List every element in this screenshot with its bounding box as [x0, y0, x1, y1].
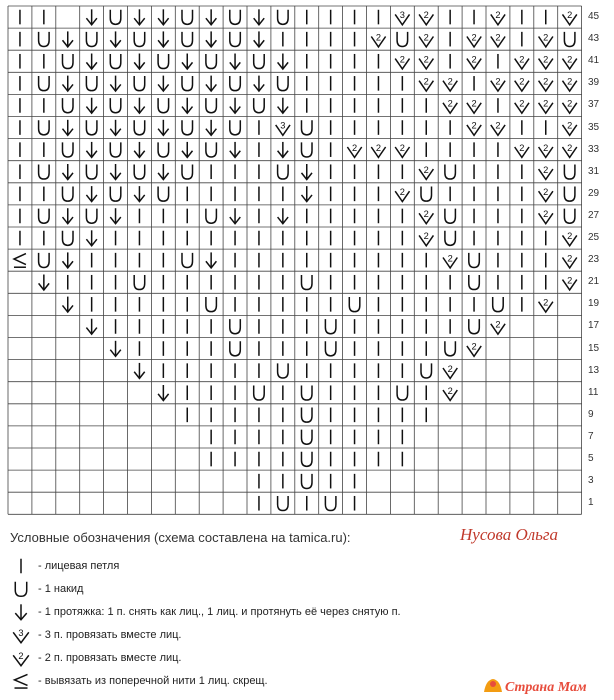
chart-cell: [134, 32, 145, 47]
legend-text: - 1 накид: [38, 583, 84, 595]
legend-text: - 2 п. провязать вместе лиц.: [38, 652, 182, 664]
svg-text:2: 2: [495, 10, 501, 21]
legend-item: [8, 624, 181, 646]
chart-cell: [467, 99, 481, 114]
row-number: 13: [588, 364, 600, 376]
chart-cell: [230, 120, 241, 135]
row-number: 7: [588, 430, 594, 442]
legend-item: [8, 647, 181, 669]
chart-cell: [419, 32, 433, 47]
legend-item: [8, 578, 83, 600]
svg-text:2: 2: [495, 32, 501, 43]
chart-cell: [134, 142, 145, 157]
svg-text:2: 2: [567, 10, 573, 21]
chart-cell: [491, 10, 505, 25]
chart-cell: [539, 187, 553, 202]
chart-cell: [419, 209, 433, 224]
chart-cell: [278, 98, 289, 113]
chart-cell: [395, 10, 409, 25]
chart-cell: [182, 253, 193, 268]
chart-cell: [347, 143, 361, 158]
svg-text:2: 2: [399, 186, 405, 197]
svg-text:2: 2: [423, 76, 429, 87]
chart-cell: [278, 10, 289, 25]
chart-cell: [469, 253, 480, 268]
chart-cell: [182, 76, 193, 91]
chart-cell: [278, 142, 289, 157]
chart-cell: [62, 164, 73, 179]
chart-cell: [110, 76, 121, 91]
row-number: 41: [588, 55, 600, 67]
chart-cell: [39, 209, 50, 224]
chart-cell: [134, 363, 145, 378]
svg-text:2: 2: [519, 142, 525, 153]
chart-cell: [158, 187, 169, 202]
chart-cell: [230, 10, 241, 25]
watermark-text: Страна Мам: [505, 680, 587, 695]
svg-text:2: 2: [543, 142, 549, 153]
chart-cell: [158, 164, 169, 179]
chart-cell: [564, 209, 575, 224]
chart-cell: [301, 408, 312, 423]
chart-cell: [206, 120, 217, 135]
chart-cell: [62, 54, 73, 69]
chart-cell: [86, 230, 97, 245]
svg-text:2: 2: [423, 164, 429, 175]
svg-text:2: 2: [543, 98, 549, 109]
chart-cell: [469, 319, 480, 334]
yarn-over-icon: [8, 578, 34, 600]
chart-cell: [182, 32, 193, 47]
chart-cell: [539, 143, 553, 158]
svg-text:2: 2: [423, 10, 429, 21]
chart-cell: [445, 231, 456, 246]
chart-cell: [562, 99, 576, 114]
chart-cell: [515, 76, 529, 91]
chart-cell: [564, 164, 575, 179]
chart-cell: [206, 252, 217, 267]
svg-text:2: 2: [471, 32, 477, 43]
chart-cell: [443, 386, 457, 401]
chart-cell: [539, 54, 553, 69]
chart-cell: [62, 120, 73, 135]
chart-cell: [206, 297, 217, 312]
chart-cell: [86, 32, 97, 47]
chart-cell: [254, 76, 265, 91]
chart-cell: [445, 164, 456, 179]
svg-text:2: 2: [447, 98, 453, 109]
chart-cell: [325, 341, 336, 356]
svg-text:2: 2: [519, 76, 525, 87]
legend-title: Условные обозначения (схема составлена на tamica.ru):: [10, 530, 351, 545]
row-number: 19: [588, 298, 600, 310]
chart-cell: [110, 98, 121, 113]
svg-text:2: 2: [399, 142, 405, 153]
watermark-logo-icon: [482, 676, 504, 694]
row-number: 39: [588, 77, 600, 89]
chart-cell: [39, 275, 50, 290]
chart-cell: [278, 363, 289, 378]
chart-cell: [349, 297, 360, 312]
legend-item: [8, 670, 268, 692]
svg-text:2: 2: [543, 54, 549, 65]
chart-cell: [278, 76, 289, 91]
chart-cell: [62, 231, 73, 246]
chart-cell: [134, 9, 145, 24]
svg-text:2: 2: [567, 231, 573, 242]
chart-cell: [419, 76, 433, 91]
svg-text:3: 3: [280, 120, 286, 131]
chart-cell: [539, 32, 553, 47]
chart-cell: [39, 120, 50, 135]
chart-cell: [467, 342, 481, 357]
chart-cell: [158, 31, 169, 46]
chart-cell: [562, 253, 576, 268]
chart-cell: [158, 54, 169, 69]
chart-cell: [134, 54, 145, 69]
chart-cell: [110, 31, 121, 46]
chart-cell: [39, 164, 50, 179]
chart-cell: [110, 10, 121, 25]
svg-text:2: 2: [567, 142, 573, 153]
chart-cell: [182, 164, 193, 179]
chart-cell: [278, 164, 289, 179]
svg-text:2: 2: [543, 76, 549, 87]
chart-cell: [254, 9, 265, 24]
chart-cell: [467, 54, 481, 69]
svg-text:2: 2: [399, 54, 405, 65]
chart-cell: [158, 120, 169, 135]
chart-cell: [254, 385, 265, 400]
chart-cell: [254, 98, 265, 113]
chart-cell: [86, 54, 97, 69]
chart-cell: [301, 452, 312, 467]
chart-cell: [206, 76, 217, 91]
row-number: 43: [588, 33, 600, 45]
chart-cell: [134, 164, 145, 179]
chart-cell: [206, 98, 217, 113]
row-number: 45: [588, 11, 600, 23]
chart-cell: [562, 76, 576, 91]
chart-cell: [562, 121, 576, 136]
svg-text:2: 2: [567, 98, 573, 109]
svg-text:2: 2: [543, 186, 549, 197]
chart-cell: [86, 186, 97, 201]
chart-cell: [491, 76, 505, 91]
chart-cell: [562, 54, 576, 69]
chart-cell: [301, 474, 312, 489]
chart-cell: [443, 99, 457, 114]
chart-cell: [443, 76, 457, 91]
chart-cell: [110, 164, 121, 179]
chart-cell: [158, 76, 169, 91]
chart-cell: [371, 32, 385, 47]
chart-cell: [62, 98, 73, 113]
svg-text:2: 2: [351, 142, 358, 153]
svg-text:2: 2: [447, 363, 453, 374]
svg-text:2: 2: [543, 32, 549, 43]
chart-cell: [539, 165, 553, 180]
chart-cell: [278, 208, 289, 223]
chart-cell: [419, 10, 433, 25]
svg-text:2: 2: [567, 120, 573, 131]
svg-text:2: 2: [567, 76, 573, 87]
chart-cell: [564, 187, 575, 202]
chart-cell: [206, 31, 217, 46]
chart-cell: [467, 32, 481, 47]
row-number: 15: [588, 342, 600, 354]
chart-cell: [39, 253, 50, 268]
chart-cell: [397, 385, 408, 400]
chart-cell: [62, 76, 73, 91]
chart-cell: [230, 76, 241, 91]
row-number: 25: [588, 232, 600, 244]
svg-text:2: 2: [375, 142, 382, 153]
row-number: 17: [588, 320, 600, 332]
chart-cell: [469, 275, 480, 290]
chart-cell: [539, 99, 553, 114]
chart-cell: [86, 9, 97, 24]
chart-cell: [301, 142, 312, 157]
chart-cell: [539, 76, 553, 91]
chart-cell: [419, 231, 433, 246]
row-number: 11: [588, 386, 599, 398]
svg-text:2: 2: [495, 76, 501, 87]
chart-cell: [254, 31, 265, 46]
chart-cell: [62, 142, 73, 157]
pull-through-icon: [8, 601, 34, 623]
chart-cell: [110, 120, 121, 135]
chart-cell: [445, 341, 456, 356]
chart-cell: [301, 120, 312, 135]
chart-cell: [301, 385, 312, 400]
svg-text:2: 2: [471, 341, 477, 352]
chart-cell: [371, 143, 385, 158]
svg-text:2: 2: [447, 76, 453, 87]
chart-cell: [325, 496, 336, 511]
chart-cell: [110, 54, 121, 69]
svg-text:2: 2: [447, 253, 453, 264]
chart-cell: [395, 143, 409, 158]
chart-cell: [230, 32, 241, 47]
svg-text:2: 2: [375, 32, 382, 43]
chart-cell: [110, 187, 121, 202]
chart-cell: [491, 320, 505, 335]
chart-cell: [182, 54, 193, 69]
row-number: 29: [588, 187, 600, 199]
svg-text:2: 2: [567, 275, 573, 286]
svg-text:2: 2: [447, 385, 453, 396]
svg-text:2: 2: [567, 253, 573, 264]
chart-cell: [86, 98, 97, 113]
svg-text:2: 2: [567, 54, 573, 65]
svg-text:2: 2: [18, 651, 24, 662]
chart-cell: [421, 363, 432, 378]
chart-cell: [158, 385, 169, 400]
chart-cell: [182, 120, 193, 135]
legend-text: - 1 протяжка: 1 п. снять как лиц., 1 лиц. и протянуть её через снятую п.: [38, 606, 401, 618]
svg-text:2: 2: [471, 54, 477, 65]
row-number: 3: [588, 475, 594, 487]
chart-cell: [419, 165, 433, 180]
svg-text:2: 2: [423, 231, 429, 242]
svg-text:2: 2: [423, 32, 429, 43]
chart-cell: [230, 208, 241, 223]
chart-cell: [62, 297, 73, 312]
chart-cell: [62, 31, 73, 46]
chart-cell: [254, 54, 265, 69]
chart-cell: [278, 496, 289, 511]
chart-cell: [134, 275, 145, 290]
chart-cell: [86, 209, 97, 224]
row-number: 23: [588, 254, 600, 266]
chart-cell: [134, 120, 145, 135]
chart-cell: [301, 275, 312, 290]
chart-cell: [445, 209, 456, 224]
chart-cell: [539, 209, 553, 224]
legend-item: [8, 601, 401, 623]
chart-cell: [562, 10, 576, 25]
chart-cell: [86, 76, 97, 91]
chart-cell: [158, 98, 169, 113]
svg-text:2: 2: [495, 120, 501, 131]
make-one-icon: [8, 670, 34, 692]
chart-cell: [562, 231, 576, 246]
row-number: 5: [588, 453, 594, 465]
chart-cell: [182, 10, 193, 25]
chart-cell: [443, 364, 457, 379]
chart-cell: [301, 164, 312, 179]
chart-cell: [301, 186, 312, 201]
author-signature: Нусова Ольга: [460, 525, 559, 544]
chart-cell: [562, 275, 576, 290]
legend-text: - 3 п. провязать вместе лиц.: [38, 629, 182, 641]
chart-cell: [14, 254, 26, 268]
chart-cell: [419, 54, 433, 69]
chart-cell: [397, 32, 408, 47]
svg-text:2: 2: [471, 98, 477, 109]
row-number: 1: [588, 497, 594, 509]
svg-text:2: 2: [543, 297, 549, 308]
knit-stitch-icon: [8, 555, 34, 577]
chart-cell: [515, 99, 529, 114]
chart-cell: [564, 32, 575, 47]
chart-cell: [134, 76, 145, 91]
chart-cell: [206, 9, 217, 24]
svg-text:2: 2: [423, 54, 429, 65]
legend-text: - лицевая петля: [38, 560, 120, 572]
chart-cell: [39, 32, 50, 47]
svg-text:2: 2: [471, 120, 477, 131]
chart-cell: [110, 208, 121, 223]
row-number: 31: [588, 165, 600, 177]
legend-text: - вывязать из поперечной нити 1 лиц. скрещ.: [38, 675, 268, 687]
chart-cell: [158, 142, 169, 157]
chart-cell: [325, 319, 336, 334]
chart-cell: [539, 297, 553, 312]
row-number: 35: [588, 121, 600, 133]
chart-cell: [493, 297, 504, 312]
k3tog-icon: [8, 624, 34, 646]
svg-text:2: 2: [519, 54, 525, 65]
chart-cell: [62, 252, 73, 267]
svg-text:2: 2: [495, 319, 501, 330]
chart-cell: [230, 142, 241, 157]
chart-cell: [110, 142, 121, 157]
chart-cell: [206, 142, 217, 157]
svg-text:2: 2: [423, 209, 429, 220]
chart-cell: [86, 164, 97, 179]
chart-cell: [230, 98, 241, 113]
chart-cell: [395, 54, 409, 69]
chart-cell: [62, 208, 73, 223]
chart-cell: [562, 143, 576, 158]
chart-cell: [158, 9, 169, 24]
svg-text:3: 3: [399, 10, 405, 21]
row-number: 21: [588, 276, 600, 288]
chart-cell: [134, 186, 145, 201]
chart-cell: [230, 341, 241, 356]
chart-cell: [62, 187, 73, 202]
chart-cell: [515, 143, 529, 158]
chart-cell: [110, 341, 121, 356]
chart-cell: [421, 187, 432, 202]
row-number: 37: [588, 99, 600, 111]
chart-cell: [182, 142, 193, 157]
svg-text:2: 2: [543, 209, 549, 220]
chart-cell: [278, 54, 289, 69]
chart-cell: [491, 32, 505, 47]
row-number: 27: [588, 209, 600, 221]
row-number: 33: [588, 143, 600, 155]
chart-cell: [276, 121, 290, 136]
chart-cell: [39, 76, 50, 91]
chart-cell: [301, 430, 312, 445]
chart-cell: [86, 142, 97, 157]
chart-cell: [515, 54, 529, 69]
svg-text:2: 2: [519, 98, 525, 109]
chart-cell: [230, 54, 241, 69]
chart-cell: [443, 253, 457, 268]
chart-cell: [395, 187, 409, 202]
chart-cell: [134, 98, 145, 113]
chart-cell: [491, 121, 505, 136]
chart-cell: [86, 319, 97, 334]
chart-cell: [182, 98, 193, 113]
svg-text:3: 3: [18, 628, 24, 639]
chart-cell: [206, 209, 217, 224]
chart-cell: [206, 54, 217, 69]
k2tog-icon: [8, 647, 34, 669]
svg-text:2: 2: [543, 164, 549, 175]
row-number: 9: [588, 408, 594, 420]
chart-cell: [230, 319, 241, 334]
legend-item: [8, 555, 119, 577]
chart-cell: [467, 121, 481, 136]
chart-cell: [86, 120, 97, 135]
